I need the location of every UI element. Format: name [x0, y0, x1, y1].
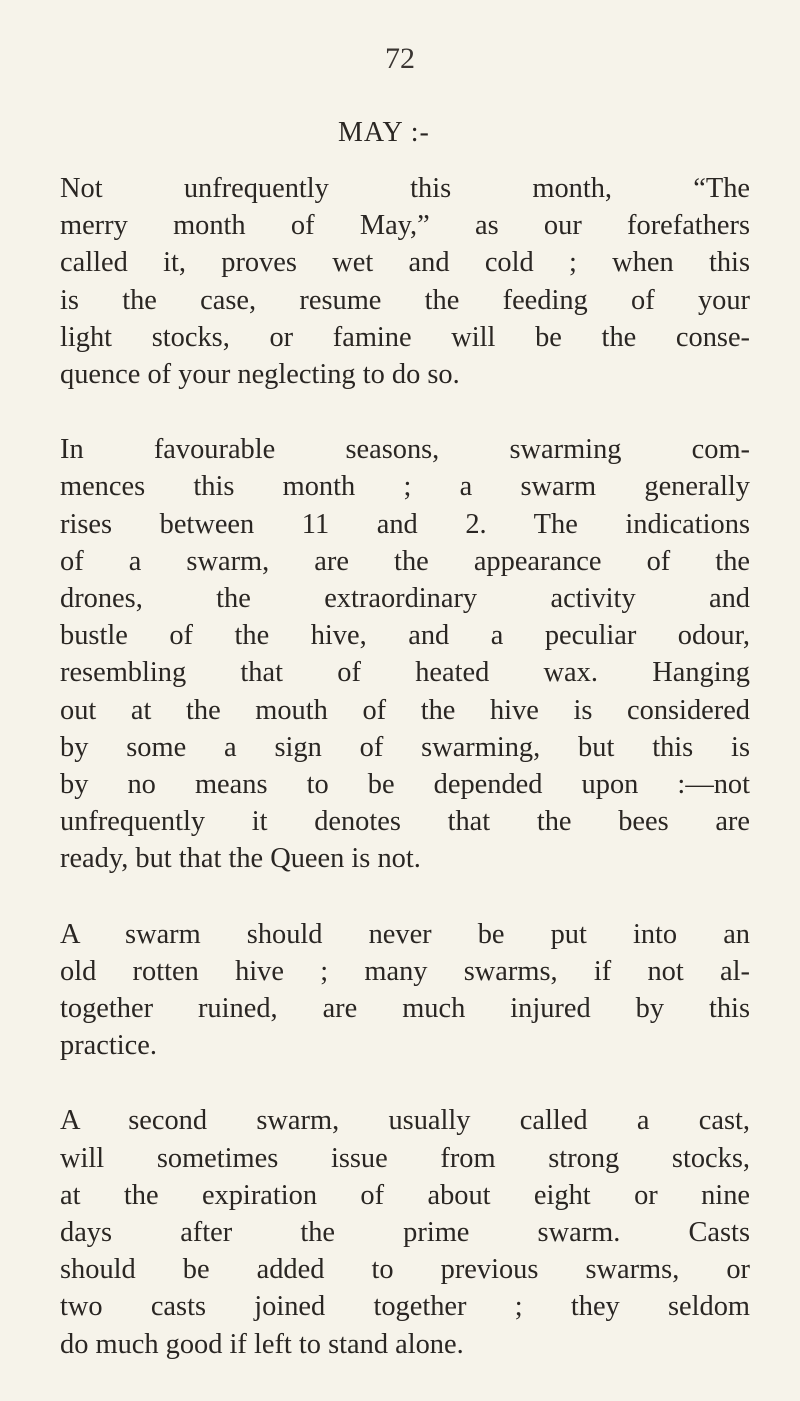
text-line: out at the mouth of the hive is considered — [60, 694, 750, 726]
text-line: old rotten hive ; many swarms, if not al- — [60, 955, 750, 987]
text-line: of a swarm, are the appearance of the — [60, 545, 750, 577]
text-line: mences this month ; a swarm generally — [60, 471, 750, 503]
text-line: do much good if left to stand alone. — [60, 1328, 464, 1360]
text-line: is the case, resume the feeding of your — [60, 284, 750, 316]
paragraph-1 — [60, 170, 750, 393]
text-line: bustle of the hive, and a peculiar odour, — [60, 620, 750, 652]
text-line: resembling that of heated wax. Hanging — [60, 657, 750, 689]
text-line: A swarm should never be put into an — [60, 918, 750, 950]
text-line: called it, proves wet and cold ; when this — [60, 247, 750, 279]
text-line: A second swarm, usually called a cast, — [60, 1105, 750, 1137]
text-line: two casts joined together ; they seldom — [60, 1291, 750, 1323]
text-line: together ruined, are much injured by this — [60, 993, 750, 1025]
text-line: at the expiration of about eight or nine — [60, 1179, 750, 1211]
text-line: Not unfrequently this month, “The — [60, 173, 750, 204]
text-line: will sometimes issue from strong stocks, — [60, 1142, 750, 1174]
text-line: drones, the extraordinary activity and — [60, 583, 750, 615]
text-line: quence of your neglecting to do so. — [60, 359, 460, 391]
paragraph-2 — [60, 431, 750, 877]
text-line: practice. — [60, 1030, 157, 1062]
text-line: should be added to previous swarms, or — [60, 1254, 750, 1286]
text-line: by no means to be depended upon :—not — [60, 769, 750, 801]
body-text — [60, 170, 750, 1401]
text-line: merry month of May,” as our forefathers — [60, 210, 750, 242]
text-line: unfrequently it denotes that the bees are — [60, 806, 750, 838]
page-number: 72 — [385, 42, 415, 75]
text-line: ready, but that the Queen is not. — [60, 843, 421, 875]
paragraph-3 — [60, 916, 750, 1065]
text-line: by some a sign of swarming, but this is — [60, 731, 750, 763]
text-line: In favourable seasons, swarming com- — [60, 434, 750, 466]
paragraph-4 — [60, 1102, 750, 1362]
text-line: rises between 11 and 2. The indications — [60, 508, 750, 540]
section-heading: MAY :- — [338, 117, 430, 148]
text-line: days after the prime swarm. Casts — [60, 1217, 750, 1249]
text-line: light stocks, or famine will be the conse- — [60, 321, 750, 353]
